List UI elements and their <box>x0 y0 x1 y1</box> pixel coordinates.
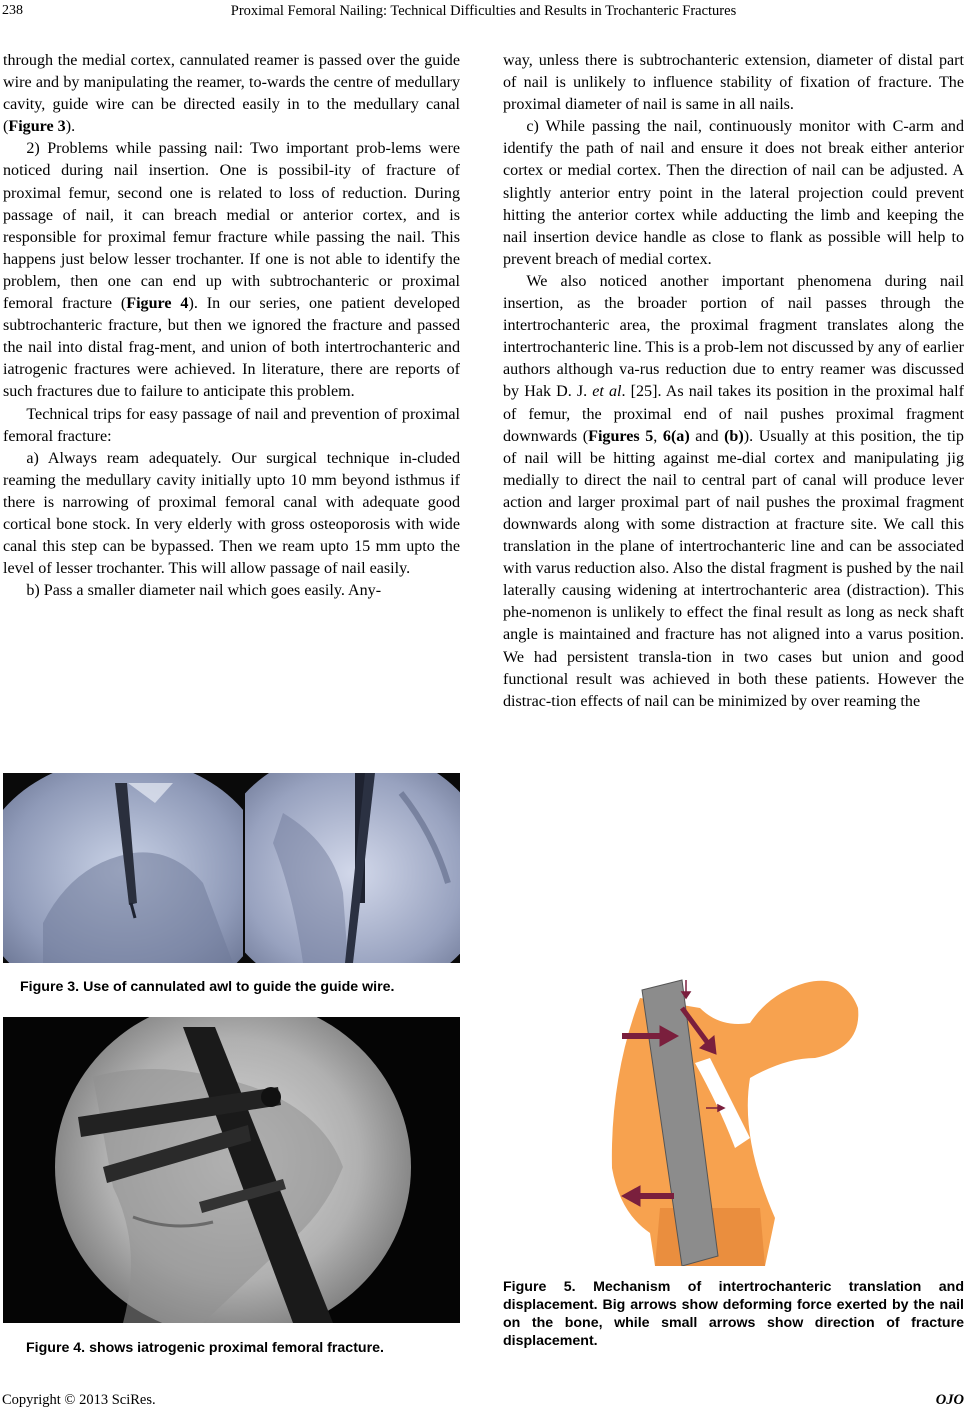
figure-reference[interactable]: (b) <box>724 427 744 445</box>
left-column <box>3 50 460 602</box>
page-header <box>0 0 967 26</box>
figure-reference[interactable]: Figure 3 <box>8 118 66 136</box>
figure-3-caption: Figure 3. Use of cannulated awl to guide the guide wire. <box>20 979 395 995</box>
figure-reference[interactable]: 6(a) <box>662 427 690 445</box>
paragraph: We also noticed another important phenomena during nail insertion, as the broader portion of nail passes through the intertrochanteric area, the proximal fragment translates along the intertrochanteric line. This is a prob-lem not discussed by any of earlier authors although va-rus reduction due to entry reamer was discussed by Hak D. J. et al. [25]. As nail takes its position in the proximal half of femur, the proximal end of nail pushes proximal fragment downwards (Figures 5, 6(a) and (b)). Usually at this position, the tip of nail will be hitting against me-dial cortex and manipulating jig medially to direct the nail to central part of canal will produce lever action and larger proximal part of nail pushes the proximal fragment downwards along with some distraction at fracture site. We call this translation in the plane of intertrochanteric line and can be associated with varus reduction also. Also the distal fragment is pushed by the nail laterally causing widening at intertrochanteric area (distraction). This phe-nomenon is unlikely to effect the final result as long as neck shaft angle is maintained and fracture has not aligned into a varus position. We had persistent transla-tion in two cases but union and good functional result was achieved in both these patients. However the distrac-tion effects of nail can be minimized by over reaming the <box>503 272 965 710</box>
figure-reference[interactable]: Figures 5 <box>588 427 654 445</box>
xray-fracture-image <box>3 1017 460 1323</box>
figure-5-diagram <box>600 968 865 1266</box>
figure-5-caption: Figure 5. Mechanism of intertrochanteric translation and displacement. Big arrows show deforming force exerted by the nail on the bone, while small arrows show direction of fracture displacement. <box>503 1279 964 1349</box>
copyright-notice: Copyright © 2013 SciRes. <box>2 1392 156 1408</box>
paragraph: 2) Problems while passing nail: Two important prob-lems were noticed during nail insertion. One is possibil-ity of fracture of proximal femur, second one is related to loss of reduction. During passage of nail, it can breach medial or anterior cortex, and is responsible for proximal femur fracture while passing the nail. This happens just below lesser trochanter. If one is not able to identify the problem, then one can end up with subtrochanteric or proximal femoral fracture (Figure 4). In our series, one patient developed subtrochanteric fracture, but then we ignored the fracture and passed the nail into distal frag-ment, and union of both intertrochanteric and iatrogenic fractures were achieved. In literature, there are reports of such fractures due to failure to anticipate this problem. <box>3 140 460 401</box>
paragraph: c) While passing the nail, continuously monitor with C-arm and identify the path of nail and ensure it does not break either anterior cortex or medial cortex. Then the direction of nail can be adjusted. A slightly anterior entry point in the lateral projection could prevent hitting the anterior cortex while adducting the limb and keeping the nail insertion device handle as close to flank as possible will help to prevent breach of medial cortex. <box>503 118 964 268</box>
figure-4-image <box>3 1017 460 1323</box>
journal-name: OJO <box>935 1392 964 1408</box>
paragraph: a) Always ream adequately. Our surgical technique in-cluded reaming the medullary cavity initially upto 10 mm beyond isthmus if there is narrowing of proximal femoral canal with adequate good cortical bone stock. In very elderly with gross osteoporosis with wide canal this step can be bypassed. Then we ream upto 15 mm upto the level of lesser trochanter. This will allow passage of nail easily. <box>3 449 460 578</box>
xray-awl-image <box>3 773 460 963</box>
figure-reference[interactable]: Figure 4 <box>126 295 189 313</box>
running-title: Proximal Femoral Nailing: Technical Difficulties and Results in Trochanteric Fractures <box>230 3 737 19</box>
femur-nail-diagram <box>600 968 865 1266</box>
paragraph: way, unless there is subtrochanteric extension, diameter of distal part of nail is unlikely to influence stability of fixation of fracture. The proximal diameter of nail is same in all nails. <box>503 52 964 114</box>
page-number: 238 <box>2 3 23 18</box>
paragraph: Technical trips for easy passage of nail and prevention of proximal femoral fracture: <box>3 405 460 445</box>
paragraph: b) Pass a smaller diameter nail which goes easily. Any- <box>26 582 382 600</box>
figure-4-caption: Figure 4. shows iatrogenic proximal femoral fracture. <box>26 1340 384 1356</box>
right-column <box>503 50 964 713</box>
paragraph: through the medial cortex, cannulated reamer is passed over the guide wire and by manipulating the reamer, to-wards the centre of medullary cavity, guide wire can be directed easily in to the medullary canal (Figure 3). <box>3 52 460 136</box>
figure-3-image <box>3 773 460 963</box>
